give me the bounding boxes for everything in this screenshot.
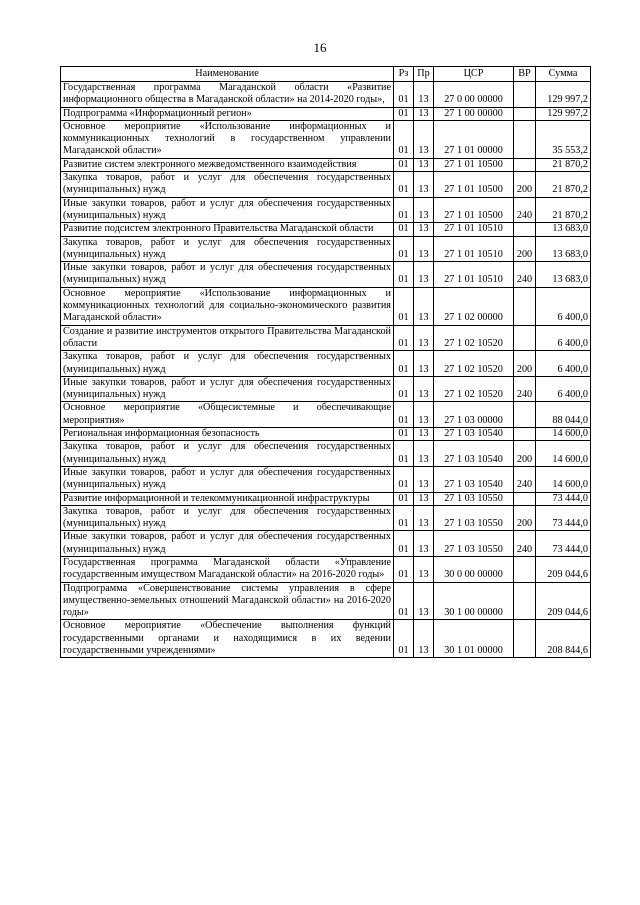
row-csr-cell: 27 1 02 00000 bbox=[434, 287, 514, 325]
row-csr-cell: 27 1 01 10500 bbox=[434, 197, 514, 223]
row-pr-cell: 13 bbox=[414, 236, 434, 262]
row-csr-cell: 27 1 01 10510 bbox=[434, 236, 514, 262]
table-row bbox=[61, 492, 591, 505]
table-row bbox=[61, 556, 591, 582]
row-sum-cell: 73 444,0 bbox=[536, 492, 591, 505]
row-sum-cell: 129 997,2 bbox=[536, 82, 591, 108]
table-row bbox=[61, 531, 591, 557]
row-name-cell: Основное мероприятие «Использование информационных и коммуникационных технологий для социально-экономического развития Магаданской области» bbox=[61, 287, 394, 325]
row-csr-cell: 27 1 02 10520 bbox=[434, 351, 514, 377]
row-rz-cell: 01 bbox=[394, 531, 414, 557]
budget-table bbox=[60, 66, 591, 658]
row-vr-cell bbox=[514, 620, 536, 658]
row-vr-cell bbox=[514, 82, 536, 108]
row-rz-cell: 01 bbox=[394, 197, 414, 223]
row-pr-cell: 13 bbox=[414, 402, 434, 428]
row-pr-cell: 13 bbox=[414, 223, 434, 236]
row-pr-cell: 13 bbox=[414, 582, 434, 620]
row-rz-cell: 01 bbox=[394, 556, 414, 582]
header-rz: Рз bbox=[394, 67, 414, 82]
row-name-cell: Закупка товаров, работ и услуг для обеспечения государственных (муниципальных) нужд bbox=[61, 351, 394, 377]
table-row bbox=[61, 236, 591, 262]
row-pr-cell: 13 bbox=[414, 120, 434, 158]
table-body bbox=[61, 82, 591, 658]
row-name-cell: Основное мероприятие «Использование информационных и коммуникационных технологий в государственном управлении Магаданской области» bbox=[61, 120, 394, 158]
row-pr-cell: 13 bbox=[414, 376, 434, 402]
row-csr-cell: 27 1 02 10520 bbox=[434, 376, 514, 402]
row-pr-cell: 13 bbox=[414, 620, 434, 658]
row-rz-cell: 01 bbox=[394, 107, 414, 120]
row-pr-cell: 13 bbox=[414, 107, 434, 120]
row-vr-cell bbox=[514, 428, 536, 441]
row-name-cell: Государственная программа Магаданской области «Развитие информационного общества в Магаданской области» на 2014-2020 годы», bbox=[61, 82, 394, 108]
row-pr-cell: 13 bbox=[414, 428, 434, 441]
row-csr-cell: 27 1 03 10550 bbox=[434, 531, 514, 557]
row-pr-cell: 13 bbox=[414, 82, 434, 108]
row-name-cell: Основное мероприятие «Обеспечение выполнения функций государственными органами и находящимися в их ведении государственными учреждениями» bbox=[61, 620, 394, 658]
row-sum-cell: 21 870,2 bbox=[536, 158, 591, 171]
row-csr-cell: 27 1 03 10540 bbox=[434, 441, 514, 467]
table-row bbox=[61, 582, 591, 620]
header-csr: ЦСР bbox=[434, 67, 514, 82]
row-vr-cell: 240 bbox=[514, 531, 536, 557]
row-pr-cell: 13 bbox=[414, 158, 434, 171]
table-row bbox=[61, 466, 591, 492]
row-sum-cell: 208 844,6 bbox=[536, 620, 591, 658]
row-vr-cell: 240 bbox=[514, 376, 536, 402]
table-row bbox=[61, 505, 591, 531]
table-row bbox=[61, 428, 591, 441]
row-name-cell: Закупка товаров, работ и услуг для обеспечения государственных (муниципальных) нужд bbox=[61, 505, 394, 531]
row-vr-cell bbox=[514, 325, 536, 351]
row-csr-cell: 27 1 03 10550 bbox=[434, 492, 514, 505]
row-name-cell: Развитие подсистем электронного Правительства Магаданской области bbox=[61, 223, 394, 236]
row-rz-cell: 01 bbox=[394, 441, 414, 467]
row-vr-cell: 200 bbox=[514, 236, 536, 262]
row-vr-cell bbox=[514, 120, 536, 158]
table-row bbox=[61, 402, 591, 428]
row-name-cell: Государственная программа Магаданской области «Управление государственным имуществом Магаданской области» на 2016-2020 годы» bbox=[61, 556, 394, 582]
table-header-row bbox=[61, 67, 591, 82]
row-rz-cell: 01 bbox=[394, 262, 414, 288]
row-rz-cell: 01 bbox=[394, 402, 414, 428]
row-pr-cell: 13 bbox=[414, 197, 434, 223]
table-row bbox=[61, 287, 591, 325]
row-name-cell: Подпрограмма «Совершенствование системы управления в сфере имущественно-земельных отношений Магаданской области» на 2016-2020 годы» bbox=[61, 582, 394, 620]
row-csr-cell: 27 1 01 10510 bbox=[434, 223, 514, 236]
row-name-cell: Иные закупки товаров, работ и услуг для обеспечения государственных (муниципальных) нужд bbox=[61, 376, 394, 402]
row-rz-cell: 01 bbox=[394, 582, 414, 620]
row-name-cell: Иные закупки товаров, работ и услуг для обеспечения государственных (муниципальных) нужд bbox=[61, 197, 394, 223]
table-row bbox=[61, 376, 591, 402]
row-vr-cell bbox=[514, 492, 536, 505]
row-csr-cell: 27 1 01 10500 bbox=[434, 172, 514, 198]
row-rz-cell: 01 bbox=[394, 325, 414, 351]
row-pr-cell: 13 bbox=[414, 531, 434, 557]
table-row bbox=[61, 107, 591, 120]
row-name-cell: Развитие информационной и телекоммуникационной инфраструктуры bbox=[61, 492, 394, 505]
row-name-cell: Создание и развитие инструментов открытого Правительства Магаданской области bbox=[61, 325, 394, 351]
row-csr-cell: 30 1 00 00000 bbox=[434, 582, 514, 620]
row-vr-cell: 240 bbox=[514, 197, 536, 223]
row-sum-cell: 209 044,6 bbox=[536, 582, 591, 620]
table-row bbox=[61, 351, 591, 377]
row-pr-cell: 13 bbox=[414, 172, 434, 198]
row-vr-cell: 200 bbox=[514, 441, 536, 467]
row-sum-cell: 14 600,0 bbox=[536, 428, 591, 441]
table-row bbox=[61, 620, 591, 658]
row-rz-cell: 01 bbox=[394, 620, 414, 658]
row-sum-cell: 88 044,0 bbox=[536, 402, 591, 428]
row-pr-cell: 13 bbox=[414, 351, 434, 377]
row-rz-cell: 01 bbox=[394, 158, 414, 171]
row-csr-cell: 30 0 00 00000 bbox=[434, 556, 514, 582]
row-rz-cell: 01 bbox=[394, 223, 414, 236]
row-name-cell: Развитие систем электронного межведомственного взаимодействия bbox=[61, 158, 394, 171]
page-number: 16 bbox=[313, 40, 327, 55]
row-vr-cell bbox=[514, 582, 536, 620]
row-name-cell: Региональная информационная безопасность bbox=[61, 428, 394, 441]
row-rz-cell: 01 bbox=[394, 172, 414, 198]
header-sum: Сумма bbox=[536, 67, 591, 82]
row-name-cell: Основное мероприятие «Общесистемные и обеспечивающие мероприятия» bbox=[61, 402, 394, 428]
row-rz-cell: 01 bbox=[394, 428, 414, 441]
table-row bbox=[61, 441, 591, 467]
row-sum-cell: 13 683,0 bbox=[536, 262, 591, 288]
row-csr-cell: 27 1 03 00000 bbox=[434, 402, 514, 428]
row-sum-cell: 6 400,0 bbox=[536, 287, 591, 325]
row-name-cell: Закупка товаров, работ и услуг для обеспечения государственных (муниципальных) нужд bbox=[61, 441, 394, 467]
row-csr-cell: 27 1 03 10550 bbox=[434, 505, 514, 531]
row-vr-cell bbox=[514, 287, 536, 325]
row-csr-cell: 27 1 01 10510 bbox=[434, 262, 514, 288]
row-sum-cell: 73 444,0 bbox=[536, 505, 591, 531]
header-vr: ВР bbox=[514, 67, 536, 82]
row-rz-cell: 01 bbox=[394, 505, 414, 531]
row-name-cell: Иные закупки товаров, работ и услуг для обеспечения государственных (муниципальных) нужд bbox=[61, 531, 394, 557]
row-vr-cell: 240 bbox=[514, 466, 536, 492]
row-name-cell: Закупка товаров, работ и услуг для обеспечения государственных (муниципальных) нужд bbox=[61, 236, 394, 262]
row-vr-cell bbox=[514, 556, 536, 582]
row-csr-cell: 27 0 00 00000 bbox=[434, 82, 514, 108]
table-row bbox=[61, 223, 591, 236]
row-rz-cell: 01 bbox=[394, 492, 414, 505]
row-pr-cell: 13 bbox=[414, 466, 434, 492]
row-pr-cell: 13 bbox=[414, 556, 434, 582]
row-csr-cell: 27 1 00 00000 bbox=[434, 107, 514, 120]
row-rz-cell: 01 bbox=[394, 236, 414, 262]
row-sum-cell: 35 553,2 bbox=[536, 120, 591, 158]
row-vr-cell: 200 bbox=[514, 172, 536, 198]
row-sum-cell: 21 870,2 bbox=[536, 172, 591, 198]
row-pr-cell: 13 bbox=[414, 262, 434, 288]
row-sum-cell: 73 444,0 bbox=[536, 531, 591, 557]
row-vr-cell: 200 bbox=[514, 505, 536, 531]
row-sum-cell: 6 400,0 bbox=[536, 325, 591, 351]
header-pr: Пр bbox=[414, 67, 434, 82]
table-row bbox=[61, 325, 591, 351]
row-csr-cell: 27 1 03 10540 bbox=[434, 428, 514, 441]
row-vr-cell: 200 bbox=[514, 351, 536, 377]
row-pr-cell: 13 bbox=[414, 505, 434, 531]
row-pr-cell: 13 bbox=[414, 287, 434, 325]
row-name-cell: Подпрограмма «Информационный регион» bbox=[61, 107, 394, 120]
row-sum-cell: 6 400,0 bbox=[536, 376, 591, 402]
row-csr-cell: 30 1 01 00000 bbox=[434, 620, 514, 658]
row-csr-cell: 27 1 02 10520 bbox=[434, 325, 514, 351]
row-rz-cell: 01 bbox=[394, 287, 414, 325]
table-row bbox=[61, 197, 591, 223]
table-row bbox=[61, 262, 591, 288]
row-rz-cell: 01 bbox=[394, 351, 414, 377]
row-pr-cell: 13 bbox=[414, 441, 434, 467]
row-sum-cell: 13 683,0 bbox=[536, 223, 591, 236]
header-name: Наименование bbox=[61, 67, 394, 82]
table-row bbox=[61, 158, 591, 171]
row-rz-cell: 01 bbox=[394, 466, 414, 492]
row-rz-cell: 01 bbox=[394, 82, 414, 108]
row-sum-cell: 21 870,2 bbox=[536, 197, 591, 223]
row-sum-cell: 209 044,6 bbox=[536, 556, 591, 582]
row-name-cell: Иные закупки товаров, работ и услуг для обеспечения государственных (муниципальных) нужд bbox=[61, 466, 394, 492]
row-vr-cell bbox=[514, 158, 536, 171]
table-row bbox=[61, 82, 591, 108]
row-name-cell: Иные закупки товаров, работ и услуг для обеспечения государственных (муниципальных) нужд bbox=[61, 262, 394, 288]
row-rz-cell: 01 bbox=[394, 120, 414, 158]
row-rz-cell: 01 bbox=[394, 376, 414, 402]
row-sum-cell: 14 600,0 bbox=[536, 466, 591, 492]
row-csr-cell: 27 1 01 00000 bbox=[434, 120, 514, 158]
row-name-cell: Закупка товаров, работ и услуг для обеспечения государственных (муниципальных) нужд bbox=[61, 172, 394, 198]
row-csr-cell: 27 1 03 10540 bbox=[434, 466, 514, 492]
row-csr-cell: 27 1 01 10500 bbox=[434, 158, 514, 171]
row-sum-cell: 129 997,2 bbox=[536, 107, 591, 120]
row-sum-cell: 14 600,0 bbox=[536, 441, 591, 467]
row-sum-cell: 6 400,0 bbox=[536, 351, 591, 377]
row-vr-cell: 240 bbox=[514, 262, 536, 288]
row-vr-cell bbox=[514, 107, 536, 120]
row-sum-cell: 13 683,0 bbox=[536, 236, 591, 262]
row-vr-cell bbox=[514, 223, 536, 236]
row-vr-cell bbox=[514, 402, 536, 428]
table-row bbox=[61, 120, 591, 158]
table-row bbox=[61, 172, 591, 198]
row-pr-cell: 13 bbox=[414, 492, 434, 505]
row-pr-cell: 13 bbox=[414, 325, 434, 351]
